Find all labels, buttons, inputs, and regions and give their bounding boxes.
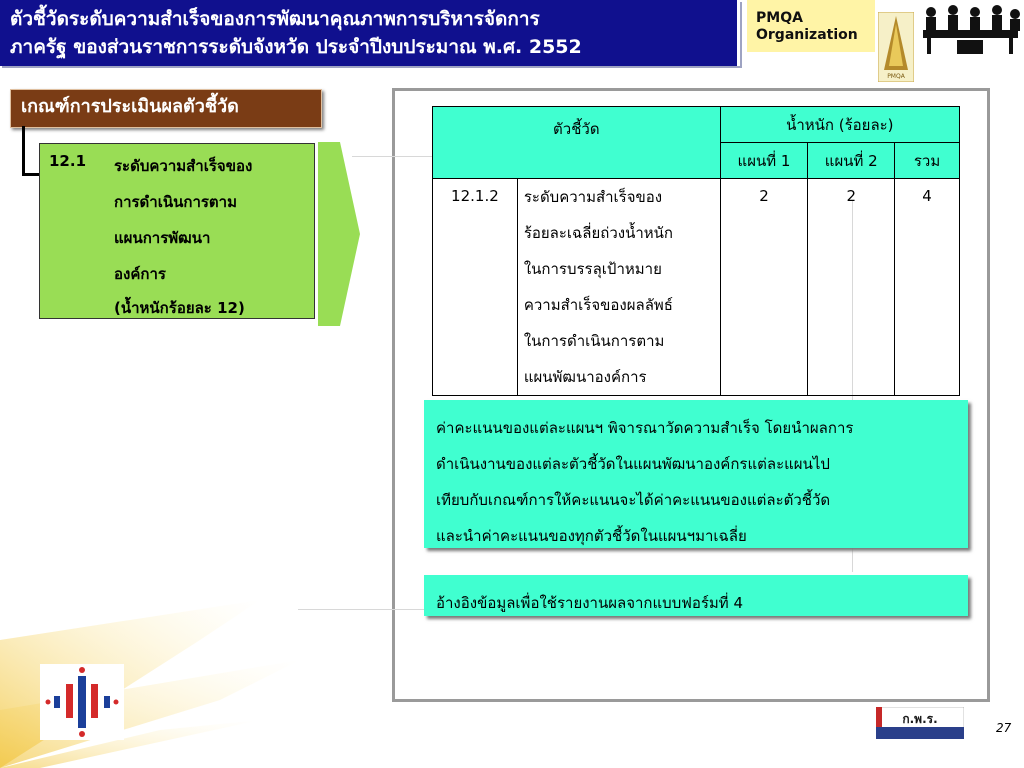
- scoring-note-line: และนำค่าคะแนนของทุกตัวชี้วัดในแผนฯมาเฉลี่ย: [436, 527, 747, 545]
- weight-plan1-value: 2: [720, 179, 808, 396]
- criteria-item-box: [39, 143, 315, 319]
- column-header-weight: น้ำหนัก (ร้อยละ): [720, 107, 959, 143]
- chevron-right-arrow-icon: [318, 142, 362, 328]
- pmqa-badge-line-2: Organization: [756, 27, 858, 43]
- criteria-heading-label: เกณฑ์การประเมินผลตัวชี้วัด: [21, 96, 239, 117]
- table-row: [433, 179, 960, 396]
- reference-note-text: อ้างอิงข้อมูลเพื่อใช้รายงานผลจากแบบฟอร์มที่ 4: [436, 594, 743, 612]
- criteria-item-number: 12.1: [49, 152, 87, 170]
- criteria-item-line: ระดับความสำเร็จของ: [114, 157, 253, 175]
- criteria-item-line: แผนการพัฒนา: [114, 229, 211, 247]
- pmqa-badge-line-1: PMQA: [756, 10, 803, 26]
- reference-note-box: [424, 575, 968, 616]
- guide-line-top: [352, 156, 432, 157]
- indicator-description-line: ความสำเร็จของผลลัพธ์: [523, 296, 673, 314]
- criteria-item-line: องค์การ: [114, 265, 166, 283]
- criteria-heading-tab: [10, 89, 322, 128]
- indicator-description-line: แผนพัฒนาองค์การ: [523, 368, 647, 386]
- column-header-plan1: แผนที่ 1: [720, 143, 808, 179]
- guide-line-bottom: [298, 609, 424, 610]
- page-number: 27: [996, 721, 1012, 735]
- scoring-note-line: ค่าคะแนนของแต่ละแผนฯ พิจารณาวัดความสำเร็จ โดยนำผลการ: [436, 419, 854, 437]
- indicator-table: [432, 106, 960, 396]
- scoring-note-line: เทียบกับเกณฑ์การให้คะแนนจะได้ค่าคะแนนของแต่ละตัวชี้วัด: [436, 491, 831, 509]
- slide-title-line-1: ตัวชี้วัดระดับความสำเร็จของการพัฒนาคุณภาพการบริหารจัดการ: [10, 8, 540, 30]
- connector-line-vertical: [22, 126, 25, 176]
- scoring-note-line: ดำเนินงานของแต่ละตัวชี้วัดในแผนพัฒนาองค์กรแต่ละแผนไป: [436, 455, 830, 473]
- title-banner: [0, 0, 740, 66]
- connector-line-horizontal: [22, 173, 40, 176]
- column-header-plan2: แผนที่ 2: [808, 143, 895, 179]
- criteria-item-line: การดำเนินการตาม: [114, 193, 237, 211]
- scoring-note-box: [424, 400, 968, 548]
- pmqa-logo-caption: PMQA: [887, 73, 905, 80]
- indicator-description-line: ในการบรรลุเป้าหมาย: [523, 260, 662, 278]
- criteria-item-line: (น้ำหนักร้อยละ 12): [114, 299, 245, 317]
- ocsc-label: ก.พ.ร.: [902, 712, 938, 726]
- pmqa-logo-icon: [878, 12, 914, 82]
- indicator-description-line: ในการดำเนินการตาม: [523, 332, 665, 350]
- weight-plan2-value: 2: [808, 179, 895, 396]
- column-header-indicator: ตัวชี้วัด: [433, 107, 721, 179]
- slide-title-line-2: ภาครัฐ ของส่วนราชการระดับจังหวัด ประจำปีงบประมาณ พ.ศ. 2552: [10, 36, 582, 58]
- indicator-code: 12.1.2: [433, 179, 518, 396]
- indicator-description: [517, 179, 720, 396]
- pmqa-badge: [747, 0, 875, 52]
- government-logo-icon: [40, 664, 124, 740]
- ocsc-logo-icon: [876, 707, 964, 739]
- indicator-description-line: ระดับความสำเร็จของ: [523, 188, 663, 206]
- indicator-description-line: ร้อยละเฉลี่ยถ่วงน้ำหนัก: [523, 224, 673, 242]
- column-header-total: รวม: [895, 143, 960, 179]
- meeting-people-icon: [917, 0, 1024, 56]
- weight-total-value: 4: [895, 179, 960, 396]
